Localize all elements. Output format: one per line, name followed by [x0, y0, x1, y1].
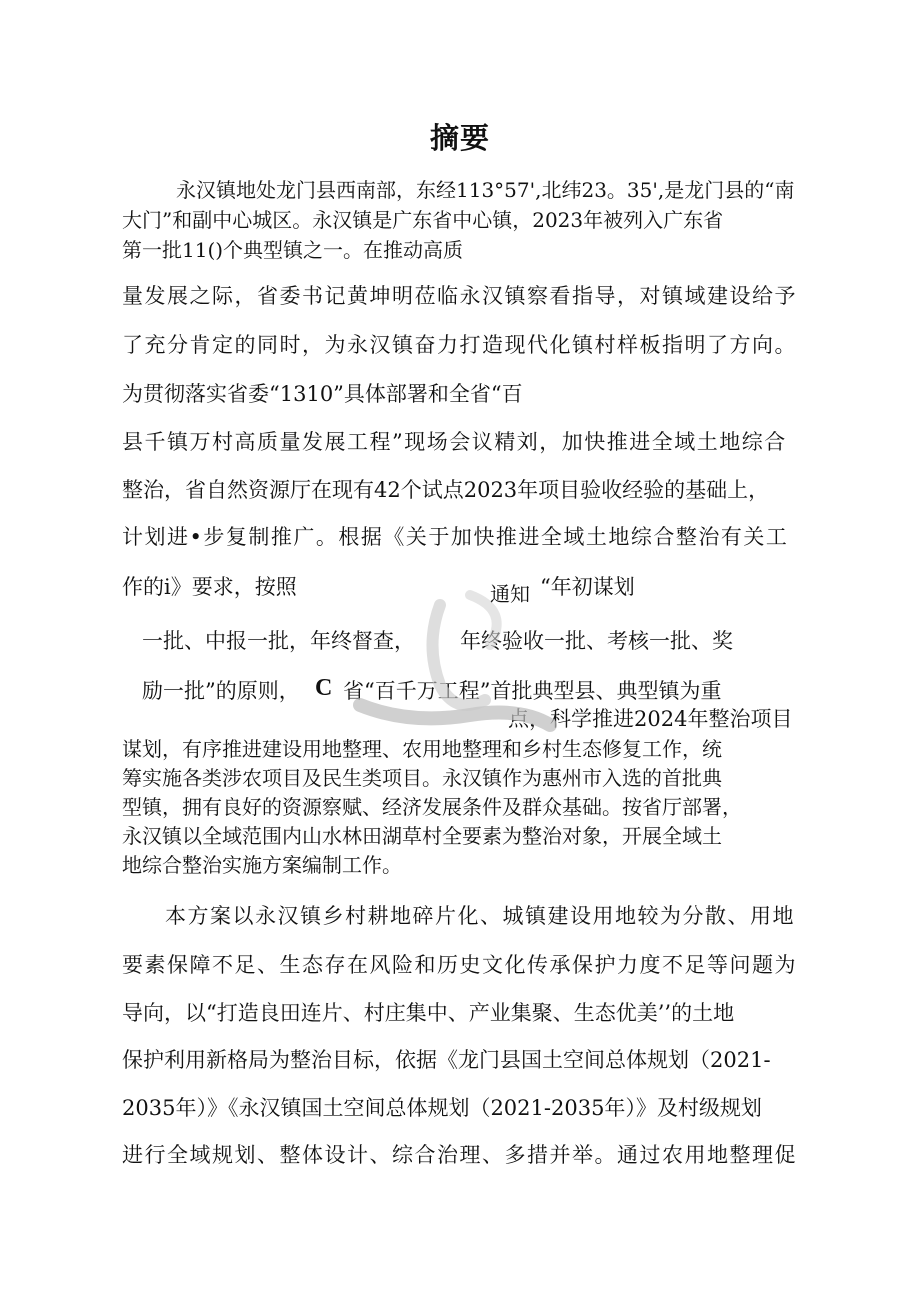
text-line: 2035年）》《永汉镇国土空间总体规划（2021-2035年）》及村级规划: [122, 1096, 762, 1120]
text-line: “年初谋划: [540, 575, 635, 599]
text-line: 型镇，拥有良好的资源察赋、经济发展条件及群众基础。按省厅部署，: [122, 795, 742, 819]
stamp-letter: C: [315, 675, 333, 701]
text-line: 谋划，有序推进建设用地整理、农用地整理和乡村生态修复工作，统: [122, 737, 722, 761]
text-line: 进行全域规划、整体设计、综合治理、多措并举。通过农用地整理促: [122, 1143, 797, 1167]
text-line: 筹实施各类涉农项目及民生类项目。永汉镇作为惠州市入选的首批典: [122, 766, 722, 790]
text-line: 一批、中报一批，年终督查，: [142, 629, 415, 653]
text-line: 量发展之际，省委书记黄坤明莅临永汉镇察看指导，对镇域建设给予: [122, 284, 797, 308]
text-line: 励一批”的原则，: [142, 679, 300, 703]
text-line: 大门”和副中心城区。永汉镇是广东省中心镇，2023年被列入广东省: [122, 208, 724, 232]
text-line: 计划进•步复制推广。根据《关于加快推进全域土地综合整治有关工: [122, 525, 789, 549]
text-line: 年终验收一批、考核一批、奖: [460, 629, 733, 653]
watermark-text: 通知: [490, 582, 530, 606]
text-line: 整治，省自然资源厅在现有42个试点2023年项目验收经验的基础上，: [122, 478, 770, 502]
text-line: 第一批11()个典型镇之一。在推动高质: [122, 238, 464, 262]
text-line: 地综合整治实施方案编制工作。: [122, 853, 402, 877]
text-line: 作的i》要求，按照: [122, 575, 297, 599]
text-line: 省“百千万工程”首批典型县、典型镇为重: [343, 679, 722, 703]
text-line: 保护利用新格局为整治目标，依据《龙门县国土空间总体规划（2021-: [122, 1048, 771, 1072]
text-line: 导向，以“打造良田连片、村庄集中、产业集聚、生态优美’’的土地: [122, 1001, 735, 1025]
text-line: 永汉镇以全域范围内山水林田湖草村全要素为整治对象，开展全域土: [122, 824, 722, 848]
page-title: 摘要: [429, 121, 490, 155]
text-line: 县千镇万村高质量发展工程”现场会议精刘，加快推进全域土地综合: [122, 430, 787, 454]
text-line: 了充分肯定的同时，为永汉镇奋力打造现代化镇村样板指明了方向。: [122, 333, 797, 357]
text-line: 要素保障不足、生态存在风险和历史文化传承保护力度不足等问题为: [122, 953, 797, 977]
text-line: 为贯彻落实省委“1310”具体部署和全省“百: [122, 382, 523, 406]
text-line: 永汉镇地处龙门县西南部，东经113°57',北纬23。35',是龙门县的“南: [176, 178, 795, 202]
text-line: 点，科学推进2024年整治项目: [508, 707, 793, 731]
text-line: 本方案以永汉镇乡村耕地碎片化、城镇建设用地较为分散、用地: [165, 904, 795, 928]
